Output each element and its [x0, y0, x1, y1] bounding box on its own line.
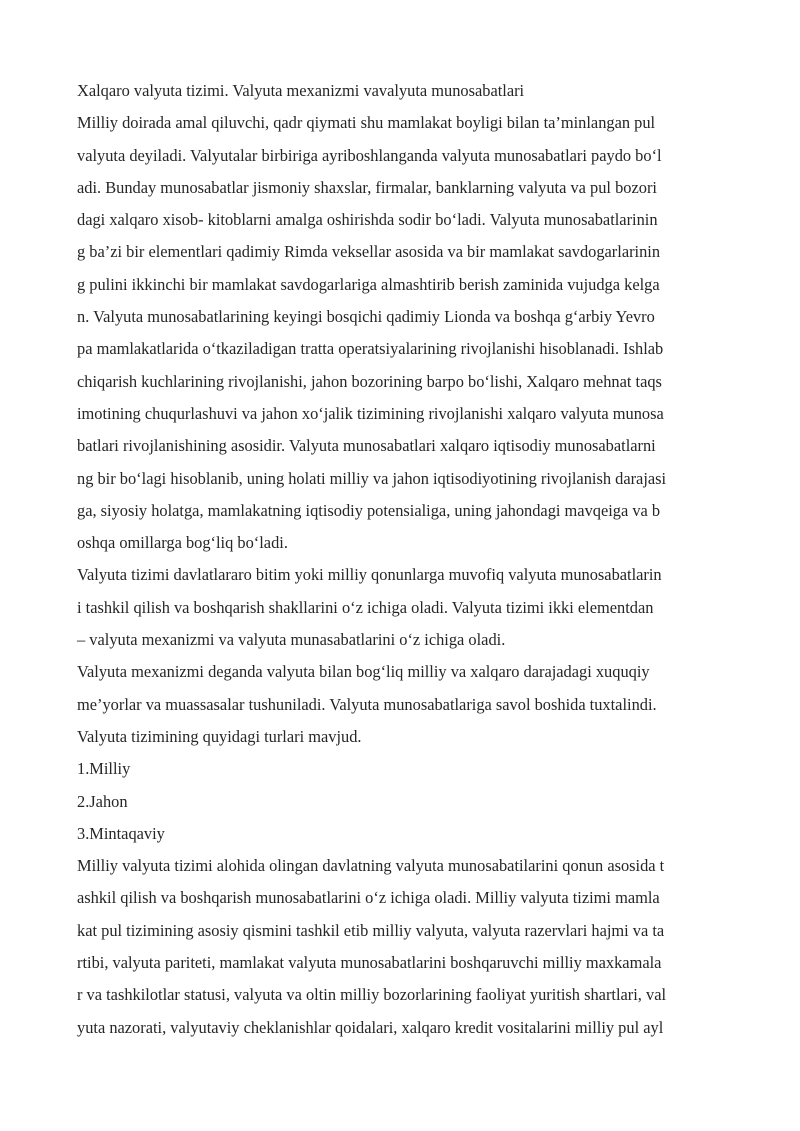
- text-line: Valyuta tizimi davlatlararo bitim yoki milliy qonunlarga muvofiq valyuta munosabatlarin: [77, 565, 662, 585]
- text-line: g pulini ikkinchi bir mamlakat savdogarlariga almashtirib berish zaminida vujudga kelga: [77, 274, 660, 294]
- text-line: Milliy valyuta tizimi alohida olingan davlatning valyuta munosabatilarini qonun asosida t: [77, 856, 665, 876]
- text-line: ashkil qilish va boshqarish munosabatlarini oʻz ichiga oladi. Milliy valyuta tizimi mamla: [77, 888, 660, 908]
- text-line: i tashkil qilish va boshqarish shakllarini oʻz ichiga oladi. Valyuta tizimi ikki elementdan: [77, 597, 654, 617]
- text-line: kat pul tizimining asosiy qismini tashkil etib milliy valyuta, valyuta razervlari hajmi va ta: [77, 920, 665, 940]
- text-line: oshqa omillarga bogʻliq boʻladi.: [77, 533, 288, 553]
- text-line: ga, siyosiy holatga, mamlakatning iqtisodiy potensialiga, uning jahondagi mavqeiga va b: [77, 500, 661, 520]
- text-line: pa mamlakatlarida oʻtkaziladigan tratta operatsiyalarining rivojlanishi hisoblanadi. Ishlab: [77, 339, 664, 359]
- text-line: yuta nazorati, valyutaviy cheklanishlar qoidalari, xalqaro kredit vositalarini milliy pul ayl: [77, 1017, 664, 1037]
- document-page: [77, 75, 757, 1044]
- text-line: Valyuta tizimining quyidagi turlari mavjud.: [77, 726, 362, 746]
- text-line: – valyuta mexanizmi va valyuta munasabatlarini oʻz ichiga oladi.: [77, 630, 506, 650]
- text-line: ng bir boʻlagi hisoblanib, uning holati milliy va jahon iqtisodiyotining rivojlanish darajasi: [77, 468, 667, 488]
- text-line: Valyuta mexanizmi deganda valyuta bilan bogʻliq milliy va xalqaro darajadagi xuquqiy: [77, 662, 650, 682]
- text-line: g ba’zi bir elementlari qadimiy Rimda veksellar asosida va bir mamlakat savdogarlarinin: [77, 242, 661, 262]
- text-line: Milliy doirada amal qiluvchi, qadr qiymati shu mamlakat boyligi bilan ta’minlangan pul: [77, 113, 656, 133]
- text-line: chiqarish kuchlarining rivojlanishi, jahon bozorining barpo boʻlishi, Xalqaro mehnat taqs: [77, 371, 662, 391]
- document-title: Xalqaro valyuta tizimi. Valyuta mexanizmi vavalyuta munosabatlari: [77, 81, 525, 100]
- text-line: me’yorlar va muassasalar tushuniladi. Valyuta munosabatlariga savol boshida tuxtalindi.: [77, 694, 657, 714]
- text-line: batlari rivojlanishining asosidir. Valyuta munosabatlari xalqaro iqtisodiy munosabatlarni: [77, 436, 656, 456]
- list-item: 2.Jahon: [77, 791, 128, 811]
- text-line: valyuta deyiladi. Valyutalar birbiriga ayriboshlanganda valyuta munosabatlari paydo boʻl: [77, 145, 662, 165]
- list-item: 3.Mintaqaviy: [77, 823, 165, 843]
- text-line: dagi xalqaro xisob- kitoblarni amalga oshirishda sodir boʻladi. Valyuta munosabatlarinin: [77, 210, 658, 230]
- text-line: r va tashkilotlar statusi, valyuta va oltin milliy bozorlarining faoliyat yuritish shartlari, val: [77, 985, 667, 1005]
- text-line: adi. Bunday munosabatlar jismoniy shaxslar, firmalar, banklarning valyuta va pul bozori: [77, 177, 657, 197]
- text-line: imotining chuqurlashuvi va jahon xoʻjalik tizimining rivojlanishi xalqaro valyuta munosa: [77, 403, 664, 423]
- list-item: 1.Milliy: [77, 759, 131, 779]
- text-line: n. Valyuta munosabatlarining keyingi bosqichi qadimiy Lionda va boshqa gʻarbiy Yevro: [77, 307, 655, 327]
- text-line: rtibi, valyuta pariteti, mamlakat valyuta munosabatlarini boshqaruvchi milliy maxkamala: [77, 953, 662, 973]
